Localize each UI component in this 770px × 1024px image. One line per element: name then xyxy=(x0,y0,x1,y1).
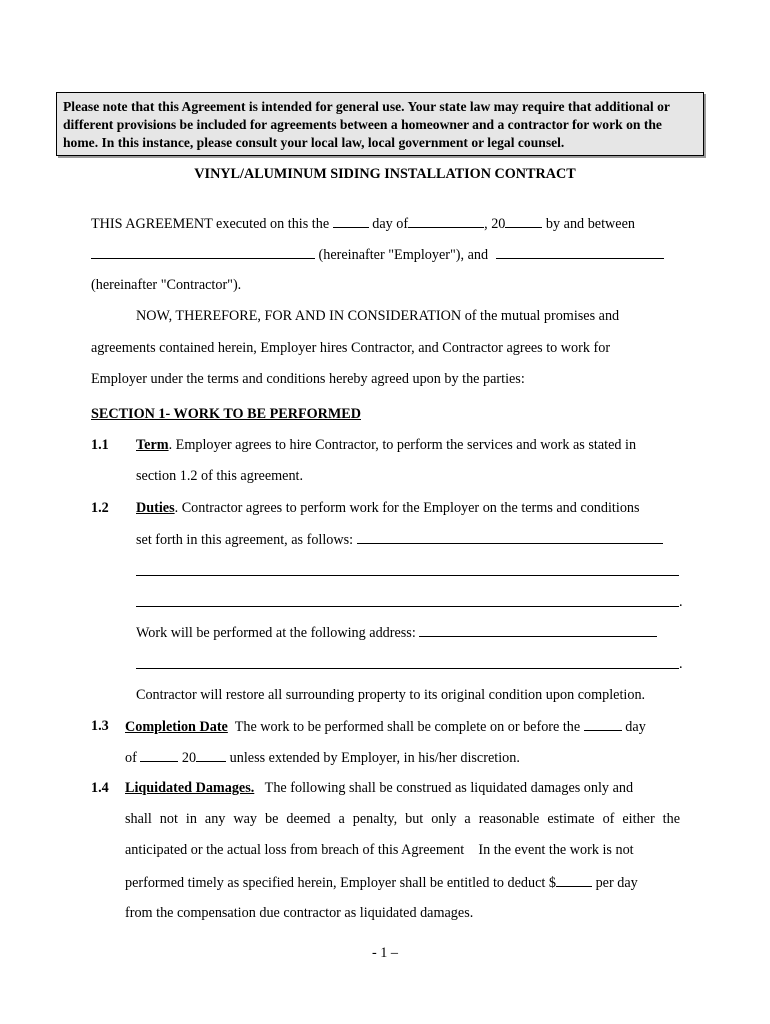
section-1-3-line xyxy=(125,717,646,736)
deduct-text: performed timely as specified herein, Employer shall be entitled to deduct $ xyxy=(125,875,557,891)
section-1-4-number: 1.4 xyxy=(91,780,109,796)
duties-heading: Duties xyxy=(136,500,175,516)
term-text: . Employer agrees to hire Contractor, to perform the services and work as stated in xyxy=(168,437,637,453)
section-1-1-number: 1.1 xyxy=(91,437,109,453)
section-1-2-continuation xyxy=(136,530,663,549)
intro-between-text: by and between xyxy=(545,216,635,232)
completion-date-text: The work to be performed shall be complete on or before the xyxy=(234,719,581,735)
restore-clause: Contractor will restore all surrounding property to its original condition upon completion. xyxy=(136,687,646,703)
completion-year-blank[interactable] xyxy=(196,748,226,762)
address-blank-2[interactable] xyxy=(136,668,679,669)
intro-line-1 xyxy=(91,214,635,233)
completion-of-text: of xyxy=(125,750,137,766)
liquidated-damages-heading: Liquidated Damages. xyxy=(125,780,255,796)
section-1-2-line xyxy=(136,499,640,517)
employer-name-blank[interactable] xyxy=(91,245,315,259)
section-1-heading: SECTION 1- WORK TO BE PERFORMED xyxy=(91,406,361,422)
per-day-text: per day xyxy=(595,875,638,891)
employer-designation: (hereinafter "Employer"), and xyxy=(318,247,489,263)
month-blank[interactable] xyxy=(408,214,484,228)
duties-period: . xyxy=(679,594,683,610)
address-label: Work will be performed at the following address: xyxy=(136,625,416,641)
page-number: - 1 – xyxy=(371,945,398,961)
contract-title: VINYL/ALUMINUM SIDING INSTALLATION CONTRACT xyxy=(194,166,576,182)
section-1-4-line-3: anticipated or the actual loss from breach of this Agreement In the event the work is not xyxy=(125,842,634,858)
completion-year-prefix: 20 xyxy=(181,750,197,766)
general-use-notice: Please note that this Agreement is intended for general use. Your state law may require that additional or different provisions be included for agreements between a homeowner and a contractor for work on the home. In this instance, please consult your local law, local government or legal counsel. xyxy=(56,92,704,156)
section-1-4-line-1 xyxy=(125,779,633,797)
section-1-4-line-4 xyxy=(125,873,638,892)
completion-day-text: day xyxy=(625,719,646,735)
duties-follows-text: set forth in this agreement, as follows: xyxy=(136,532,354,548)
liquidated-damages-text: The following shall be construed as liquidated damages only and xyxy=(264,780,634,796)
completion-date-heading: Completion Date xyxy=(125,719,228,735)
intro-day-of-text: day of xyxy=(372,216,409,232)
intro-line-2 xyxy=(91,245,664,264)
per-day-amount-blank[interactable] xyxy=(556,873,592,887)
term-heading: Term xyxy=(136,437,169,453)
consideration-line-3: Employer under the terms and conditions hereby agreed upon by the parties: xyxy=(91,371,525,387)
section-1-4-line-5: from the compensation due contractor as liquidated damages. xyxy=(125,905,474,921)
section-1-1-continuation: section 1.2 of this agreement. xyxy=(136,468,304,484)
address-blank-1[interactable] xyxy=(419,623,657,637)
section-1-3-continuation xyxy=(125,748,520,767)
intro-year-prefix: , 20 xyxy=(484,216,506,232)
year-blank[interactable] xyxy=(505,214,542,228)
section-1-3-number: 1.3 xyxy=(91,718,109,734)
address-period: . xyxy=(679,656,683,672)
day-blank[interactable] xyxy=(333,214,369,228)
address-line xyxy=(136,623,657,642)
completion-month-blank[interactable] xyxy=(140,748,178,762)
section-1-1-line xyxy=(136,436,636,454)
duties-blank-2[interactable] xyxy=(136,575,679,576)
section-1-2-number: 1.2 xyxy=(91,500,109,516)
consideration-line-1: NOW, THEREFORE, FOR AND IN CONSIDERATION of the mutual promises and xyxy=(136,308,620,324)
completion-day-blank[interactable] xyxy=(584,717,622,731)
section-1-4-line-2: shall not in any way be deemed a penalty, but only a reasonable estimate of either the xyxy=(125,811,680,827)
completion-extension-text: unless extended by Employer, in his/her discretion. xyxy=(229,750,520,766)
contractor-designation: (hereinafter "Contractor"). xyxy=(91,277,242,293)
duties-blank-3[interactable] xyxy=(136,606,679,607)
contractor-name-blank[interactable] xyxy=(496,245,664,259)
duties-blank-1[interactable] xyxy=(357,530,663,544)
duties-text: . Contractor agrees to perform work for the Employer on the terms and conditions xyxy=(174,500,640,516)
intro-executed-text: THIS AGREEMENT executed on this the xyxy=(91,216,330,232)
consideration-line-2: agreements contained herein, Employer hires Contractor, and Contractor agrees to work for xyxy=(91,340,611,356)
